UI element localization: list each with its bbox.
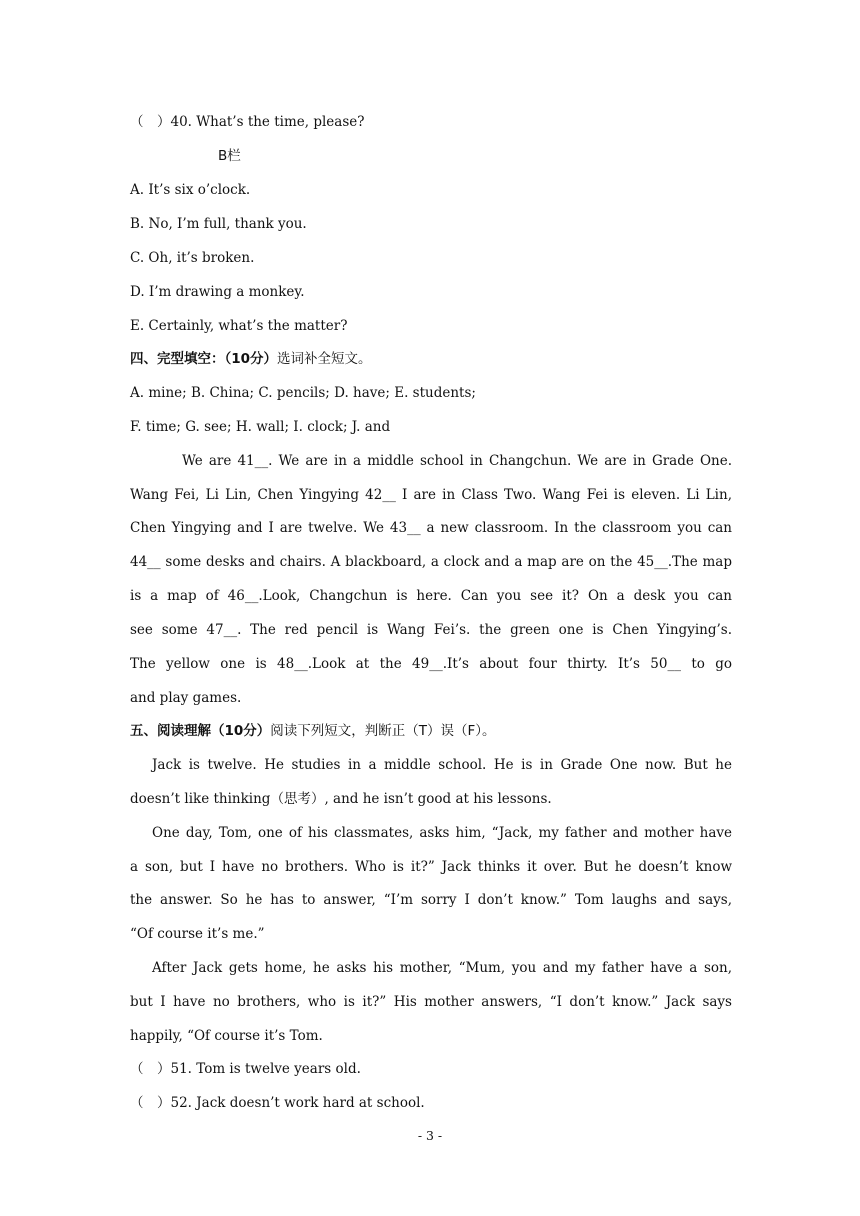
section5-heading <box>130 722 732 740</box>
cloze-line-6: see some 47__. The red pencil is Wang Fei’s. the green one is Chen Yingying’s. <box>130 622 732 638</box>
b-column-title: B栏 <box>218 148 241 164</box>
cloze-line-3: Chen Yingying and I are twelve. We 43__ a new classroom. In the classroom you can <box>130 520 732 536</box>
cloze-line-1: We are 41__. We are in a middle school in Changchun. We are in Grade One. <box>182 453 732 469</box>
question-40: （ ）40. What’s the time, please? <box>130 114 365 130</box>
reading-line-9: happily, “Of course it’s Tom. <box>130 1028 323 1044</box>
reading-line-3: One day, Tom, one of his classmates, asks him, “Jack, my father and mother have <box>152 825 732 841</box>
word-bank-line-1: A. mine; B. China; C. pencils; D. have; E. students; <box>130 385 476 401</box>
reading-line-5: the answer. So he has to answer, “I’m sorry I don’t know.” Tom laughs and says, <box>130 892 732 908</box>
cloze-line-2: Wang Fei, Li Lin, Chen Yingying 42__ I are in Class Two. Wang Fei is eleven. Li Lin, <box>130 487 732 503</box>
reading-line-4: a son, but I have no brothers. Who is it?” Jack thinks it over. But he doesn’t know <box>130 859 732 875</box>
cloze-line-5: is a map of 46__.Look, Changchun is here. Can you see it? On a desk you can <box>130 588 732 604</box>
reading-line-8: but I have no brothers, who is it?” His mother answers, “I don’t know.” Jack says <box>130 994 732 1010</box>
b-option-e: E. Certainly, what’s the matter? <box>130 318 348 334</box>
question-51: （ ）51. Tom is twelve years old. <box>130 1061 361 1077</box>
section4-heading-text: 四、完型填空：（10分） <box>130 351 278 367</box>
reading-line-1: Jack is twelve. He studies in a middle school. He is in Grade One now. But he <box>152 757 732 773</box>
question-52: （ ）52. Jack doesn’t work hard at school. <box>130 1095 425 1111</box>
section5-heading-text: 五、阅读理解（10分） <box>130 723 271 739</box>
cloze-line-8: and play games. <box>130 690 242 706</box>
reading-line-6: “Of course it’s me.” <box>130 926 265 942</box>
cloze-line-4: 44__ some desks and chairs. A blackboard, a clock and a map are on the 45__.The map <box>130 554 732 570</box>
word-bank-line-2: F. time; G. see; H. wall; I. clock; J. and <box>130 419 391 435</box>
b-option-c: C. Oh, it’s broken. <box>130 250 255 266</box>
b-option-b: B. No, I’m full, thank you. <box>130 216 307 232</box>
section4-instruction: 选词补全短文。 <box>277 351 372 367</box>
b-option-a: A. It’s six o’clock. <box>130 182 251 198</box>
section4-heading <box>130 350 732 368</box>
section5-instruction: 阅读下列短文，判断正（T）误（F）。 <box>270 723 496 739</box>
b-option-d: D. I’m drawing a monkey. <box>130 284 305 300</box>
page-number: - 3 - <box>417 1128 443 1143</box>
reading-line-2: doesn’t like thinking（思考）, and he isn’t good at his lessons. <box>130 791 552 807</box>
cloze-line-7: The yellow one is 48__.Look at the 49__.It’s about four thirty. It’s 50__ to go <box>130 656 732 672</box>
reading-line-7: After Jack gets home, he asks his mother, “Mum, you and my father have a son, <box>152 960 732 976</box>
